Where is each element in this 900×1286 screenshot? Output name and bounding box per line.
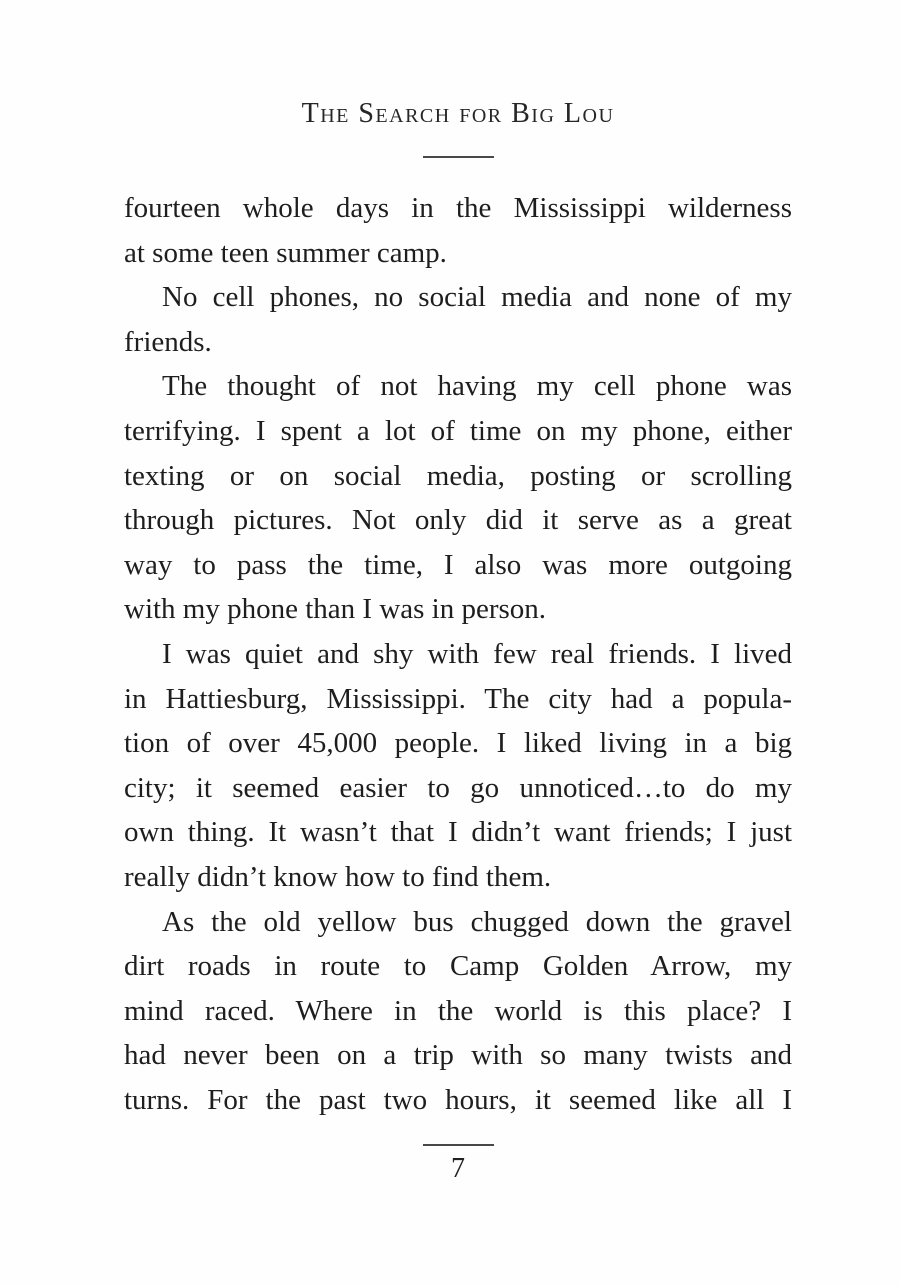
text-line: with my phone than I was in person. [124,593,547,626]
text-line: had never been on a trip with so many twists and [124,1039,792,1072]
paragraph [124,364,792,632]
paragraph [124,632,792,900]
header-divider [423,156,494,158]
text-line: No cell phones, no social media and none of my [162,281,792,314]
text-line: really didn’t know how to find them. [124,860,552,893]
text-line: city; it seemed easier to go unnoticed…to do my [124,771,792,804]
text-line: texting or on social media, posting or scrolling [124,459,792,492]
text-line: tion of over 45,000 people. I liked living in a big [124,727,792,760]
text-line: The thought of not having my cell phone was [162,370,792,403]
footer-divider [423,1144,494,1146]
page-number: 7 [451,1153,465,1185]
text-column [124,0,792,1185]
paragraph [124,186,792,275]
body-text [124,186,792,1122]
text-line: fourteen whole days in the Mississippi wilderness [124,192,792,224]
text-line: mind raced. Where in the world is this place? I [124,994,792,1027]
text-line: As the old yellow bus chugged down the gravel [162,905,792,938]
text-line: way to pass the time, I also was more outgoing [124,548,792,581]
running-header: The Search for Big Lou [301,98,615,129]
text-line: own thing. It wasn’t that I didn’t want friends; I just [124,816,792,849]
text-line: friends. [124,325,212,358]
text-line: dirt roads in route to Camp Golden Arrow, my [124,950,792,983]
text-line: at some teen summer camp. [124,236,447,269]
paragraph [124,275,792,364]
text-line: turns. For the past two hours, it seemed like all I [124,1083,792,1116]
text-line: I was quiet and shy with few real friends. I lived [162,637,792,670]
paragraph [124,900,792,1123]
text-line: through pictures. Not only did it serve as a great [124,504,792,537]
text-line: in Hattiesburg, Mississippi. The city had a popula- [124,682,792,715]
text-line: terrifying. I spent a lot of time on my phone, either [124,414,792,447]
